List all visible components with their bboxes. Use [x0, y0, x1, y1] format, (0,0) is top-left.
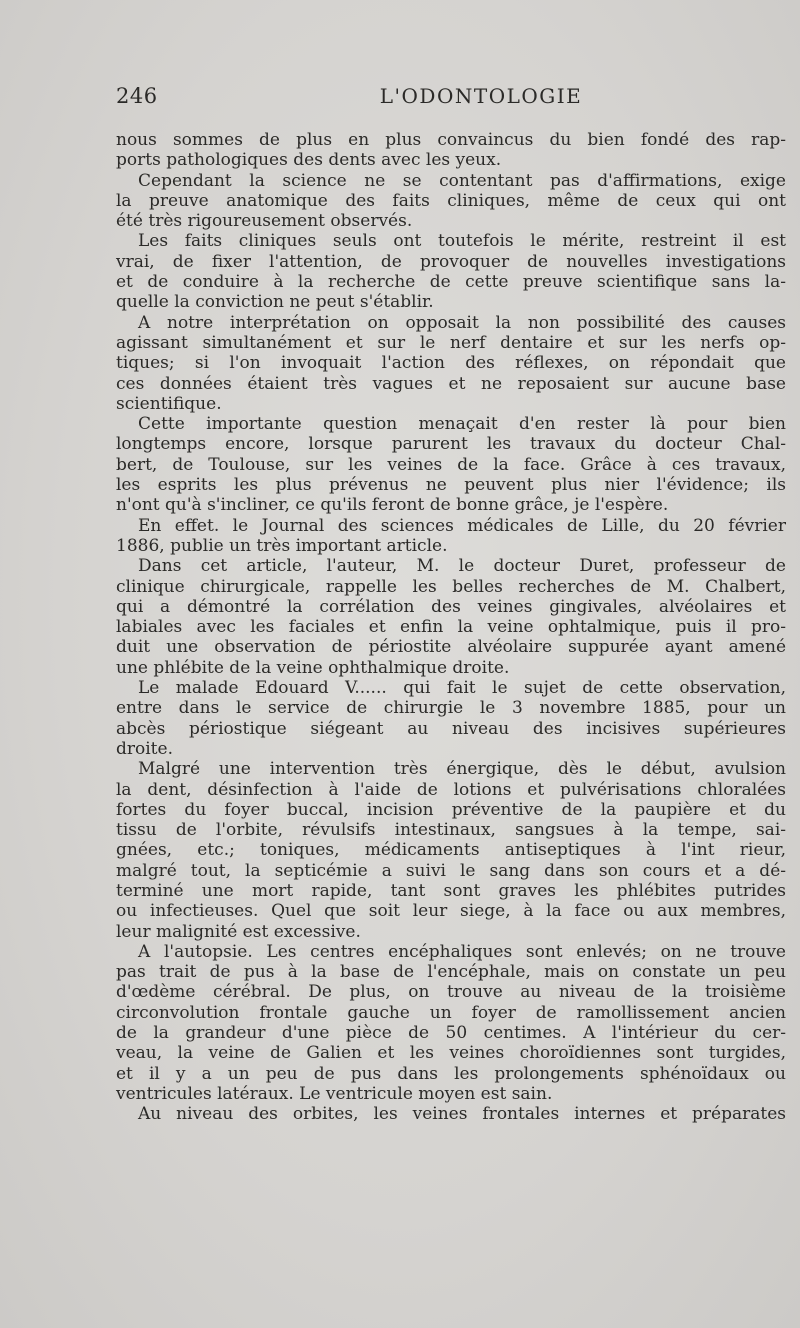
text-line: En effet. le Journal des sciences médicales de Lille, du 20 février: [138, 515, 786, 536]
text-line: droite.: [116, 738, 173, 759]
text-line: d'œdème cérébral. De plus, on trouve au niveau de la troisième: [116, 982, 786, 1003]
paragraph: [116, 1104, 786, 1124]
text-line: de la grandeur d'une pièce de 50 centimes. A l'intérieur du cer-: [116, 1023, 786, 1044]
page-header: [116, 84, 786, 118]
paragraph: [116, 942, 786, 1104]
running-title: L'ODONTOLOGIE: [379, 84, 583, 108]
text-line: vrai, de fixer l'attention, de provoquer de nouvelles investigations: [116, 251, 786, 272]
text-line: duit une observation de périostite alvéolaire suppurée ayant amené: [116, 637, 786, 658]
paragraph: [116, 171, 786, 232]
body-text: [116, 130, 786, 1125]
paragraph: [116, 556, 786, 678]
text-line: pas trait de pus à la base de l'encéphale, mais on constate un peu: [116, 962, 786, 983]
text-line: les esprits les plus prévenus ne peuvent plus nier l'évidence; ils: [116, 475, 786, 496]
paragraph: [116, 516, 786, 557]
paragraph: [116, 678, 786, 759]
text-line: et il y a un peu de pus dans les prolongements sphénoïdaux ou: [116, 1063, 786, 1084]
text-line: A l'autopsie. Les centres encéphaliques sont enlevés; on ne trouve: [138, 941, 786, 962]
text-line: et de conduire à la recherche de cette preuve scientifique sans la-: [116, 272, 786, 293]
text-line: terminé une mort rapide, tant sont graves les phlébites putrides: [116, 880, 786, 901]
text-line: gnées, etc.; toniques, médicaments antiseptiques à l'int rieur,: [116, 840, 786, 861]
text-line: agissant simultanément et sur le nerf dentaire et sur les nerfs op-: [116, 332, 786, 353]
paragraph: [116, 759, 786, 942]
text-line: ventricules latéraux. Le ventricule moyen est sain.: [116, 1083, 553, 1104]
text-line: longtemps encore, lorsque parurent les travaux du docteur Chal-: [116, 434, 786, 455]
text-line: entre dans le service de chirurgie le 3 novembre 1885, pour un: [116, 698, 786, 719]
text-line: circonvolution frontale gauche un foyer de ramollissement ancien: [116, 1002, 786, 1023]
paragraph: [116, 130, 786, 171]
text-line: la dent, désinfection à l'aide de lotions et pulvérisations chloralées: [116, 779, 786, 800]
text-line: Les faits cliniques seuls ont toutefois le mérite, restreint il est: [138, 231, 786, 252]
text-line: tissu de l'orbite, révulsifs intestinaux, sangsues à la tempe, sai-: [116, 820, 786, 841]
text-line: quelle la conviction ne peut s'établir.: [116, 292, 434, 313]
text-line: Le malade Edouard V...... qui fait le sujet de cette observation,: [138, 678, 786, 699]
text-line: ou infectieuses. Quel que soit leur siege, à la face ou aux membres,: [116, 901, 786, 922]
text-line: malgré tout, la septicémie a suivi le sang dans son cours et a dé-: [116, 860, 786, 881]
text-line: une phlébite de la veine ophthalmique droite.: [116, 657, 510, 678]
paragraph: [116, 313, 786, 414]
text-line: ces données étaient très vagues et ne reposaient sur aucune base: [116, 373, 786, 394]
text-line: Cependant la science ne se contentant pas d'affirmations, exige: [138, 170, 786, 191]
paragraph: [116, 414, 786, 515]
page-number: 246: [116, 84, 158, 108]
text-line: abcès périostique siégeant au niveau des incisives supérieures: [116, 718, 786, 739]
text-line: n'ont qu'à s'incliner, ce qu'ils feront de bonne grâce, je l'espère.: [116, 495, 669, 516]
text-line: été très rigoureusement observés.: [116, 211, 413, 232]
text-line: scientifique.: [116, 393, 222, 414]
text-line: 1886, publie un très important article.: [116, 535, 448, 556]
text-line: qui a démontré la corrélation des veines gingivales, alvéolaires et: [116, 596, 786, 617]
text-line: Au niveau des orbites, les veines frontales internes et préparates: [138, 1104, 786, 1125]
text-line: A notre interprétation on opposait la non possibilité des causes: [138, 312, 786, 333]
text-line: bert, de Toulouse, sur les veines de la face. Grâce à ces travaux,: [116, 454, 786, 475]
text-line: nous sommes de plus en plus convaincus du bien fondé des rap-: [116, 130, 786, 150]
text-line: clinique chirurgicale, rappelle les belles recherches de M. Chalbert,: [116, 576, 786, 597]
text-line: leur malignité est excessive.: [116, 921, 361, 942]
text-line: la preuve anatomique des faits cliniques, même de ceux qui ont: [116, 190, 786, 211]
text-line: labiales avec les faciales et enfin la veine ophtalmique, puis il pro-: [116, 617, 786, 638]
text-line: Cette importante question menaçait d'en rester là pour bien: [138, 414, 786, 435]
text-line: Dans cet article, l'auteur, M. le docteur Duret, professeur de: [138, 556, 786, 577]
paragraph: [116, 231, 786, 312]
text-line: ports pathologiques des dents avec les yeux.: [116, 150, 502, 171]
text-line: tiques; si l'on invoquait l'action des réflexes, on répondait que: [116, 353, 786, 374]
text-line: Malgré une intervention très énergique, dès le début, avulsion: [138, 759, 786, 780]
text-line: fortes du foyer buccal, incision préventive de la paupière et du: [116, 799, 786, 820]
text-line: veau, la veine de Galien et les veines choroïdiennes sont turgides,: [116, 1043, 786, 1064]
